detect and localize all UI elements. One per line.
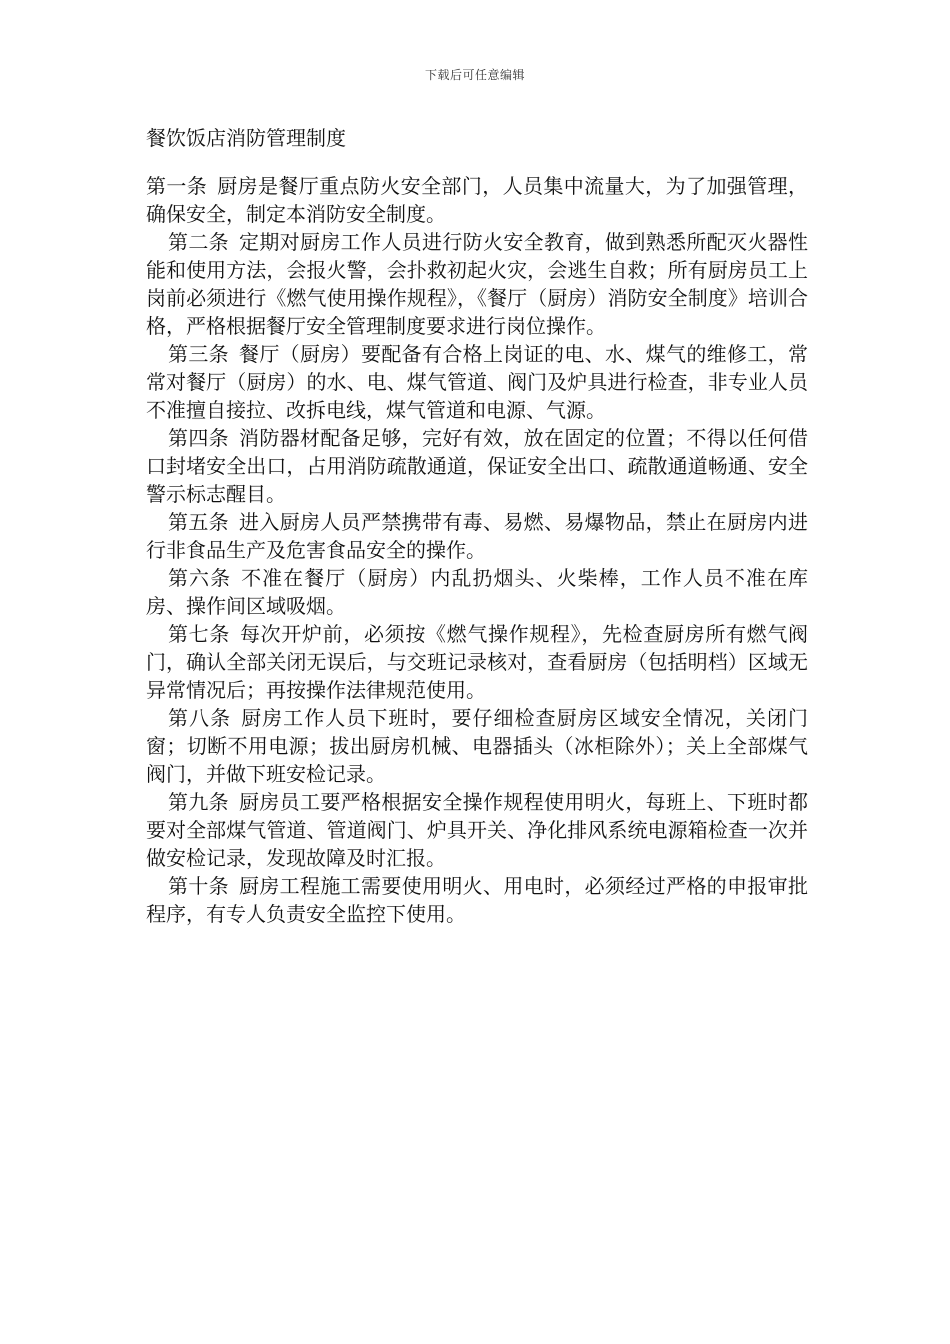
article-text: 不准在餐厅（厨房）内乱扔烟头、火柴棒，工作人员不准在库房、操作间区域吸烟。 <box>146 566 809 618</box>
article-number: 第四条 <box>168 426 229 450</box>
article-7 <box>146 620 808 704</box>
article-number: 第一条 <box>146 174 208 198</box>
article-9 <box>146 788 808 872</box>
article-text: 每次开炉前，必须按《燃气操作规程》，先检查厨房所有燃气阀门，确认全部关闭无误后，与交班记录核对，查看厨房（包括明档）区域无异常情况后；再按操作法律规范使用。 <box>146 622 808 702</box>
article-text: 餐厅（厨房）要配备有合格上岗证的电、水、煤气的维修工，常常对餐厅（厨房）的水、电、煤气管道、阀门及炉具进行检查，非专业人员不准擅自接拉、改拆电线，煤气管道和电源、气源。 <box>146 342 808 422</box>
article-number: 第六条 <box>168 566 232 590</box>
article-text: 消防器材配备足够，完好有效，放在固定的位置；不得以任何借口封堵安全出口，占用消防疏散通道，保证安全出口、疏散通道畅通、安全警示标志醒目。 <box>146 426 808 506</box>
article-number: 第三条 <box>168 342 229 366</box>
article-number: 第十条 <box>168 874 229 898</box>
article-2 <box>146 228 808 340</box>
article-number: 第五条 <box>168 510 229 534</box>
article-5 <box>146 508 808 564</box>
article-text: 厨房工作人员下班时，要仔细检查厨房区域安全情况，关闭门窗；切断不用电源；拔出厨房机械、电器插头（冰柜除外）；关上全部煤气阀门，并做下班安检记录。 <box>146 706 809 786</box>
article-6 <box>146 564 808 620</box>
article-text: 厨房工程施工需要使用明火、用电时，必须经过严格的申报审批程序，有专人负责安全监控下使用。 <box>146 874 808 926</box>
article-text: 厨房员工要严格根据安全操作规程使用明火，每班上、下班时都要对全部煤气管道、管道阀门、炉具开关、净化排风系统电源箱检查一次并做安检记录，发现故障及时汇报。 <box>146 790 808 870</box>
article-1 <box>146 172 808 228</box>
article-number: 第八条 <box>168 706 232 730</box>
article-number: 第九条 <box>168 790 229 814</box>
page-header-note: 下载后可任意编辑 <box>424 68 525 82</box>
article-10 <box>146 872 808 928</box>
article-number: 第七条 <box>168 622 230 646</box>
article-text: 进入厨房人员严禁携带有毒、易燃、易爆物品，禁止在厨房内进行非食品生产及危害食品安全的操作。 <box>146 510 808 562</box>
document-title: 餐饮饭店消防管理制度 <box>146 126 346 150</box>
article-number: 第二条 <box>168 230 229 254</box>
article-8 <box>146 704 808 788</box>
article-text: 厨房是餐厅重点防火安全部门，人员集中流量大，为了加强管理，确保安全，制定本消防安全制度。 <box>146 174 809 226</box>
article-4 <box>146 424 808 508</box>
article-3 <box>146 340 808 424</box>
article-text: 定期对厨房工作人员进行防火安全教育，做到熟悉所配灭火器性能和使用方法，会报火警，会扑救初起火灾，会逃生自救；所有厨房员工上岗前必须进行《燃气使用操作规程》，《餐厅（厨房）消防安全制度》培训合格，严格根据餐厅安全管理制度要求进行岗位操作。 <box>146 230 808 338</box>
document-body <box>146 172 808 928</box>
